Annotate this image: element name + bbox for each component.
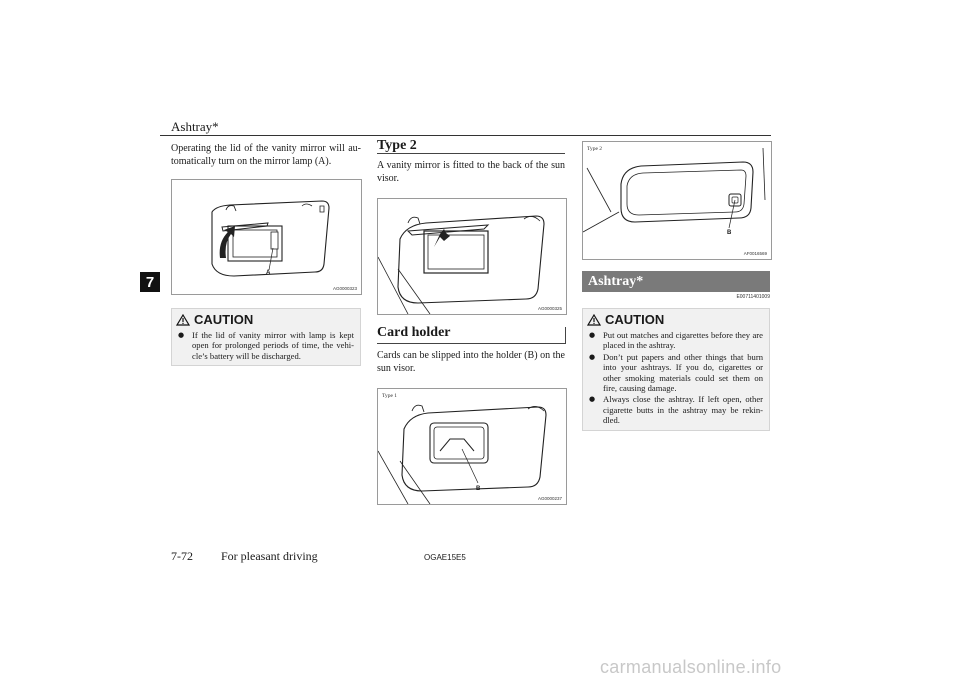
caution-item: ● If the lid of vanity mirror with lamp is kept open for prolonged periods of time, the vehi-cle’s battery will be discharged. (178, 330, 354, 361)
intro-paragraph: Operating the lid of the vanity mirror will au-tomatically turn on the mirror lamp (A). (171, 143, 361, 167)
header-rule (160, 135, 771, 136)
figure-card-holder-type2 (582, 141, 772, 260)
bullet-icon: ● (589, 395, 596, 404)
caution-box-left (171, 308, 361, 366)
section-title-card-holder: Card holder (377, 325, 451, 340)
warning-triangle-icon (587, 314, 601, 326)
caution-heading (583, 309, 769, 327)
figure-code: AG0000323 (332, 286, 357, 291)
page-number: 7-72 (171, 549, 193, 563)
callout-a: A (266, 270, 271, 276)
caution-box-right (582, 308, 770, 431)
section-title-type-2: Type 2 (377, 138, 417, 153)
card-holder-type1-illustration (378, 389, 566, 504)
bullet-icon: ● (589, 352, 596, 361)
figure-code: AF0016569 (743, 251, 767, 256)
caution-title: CAUTION (605, 312, 665, 327)
chapter-tab: 7 (140, 272, 160, 292)
section-rule (377, 153, 565, 154)
watermark: carmanualsonline.info (600, 657, 782, 677)
caution-item: ● Always close the ashtray. If left open, other cigarette butts in the ashtray may be rekin-dled. (589, 394, 763, 426)
vanity-mirror-lamp-illustration (172, 180, 361, 294)
card-holder-paragraph: Cards can be slipped into the holder (B) on the sun visor. (377, 350, 565, 374)
figure-card-holder-type1 (377, 388, 567, 505)
callout-b: B (476, 486, 481, 492)
card-holder-type2-illustration (583, 142, 771, 259)
section-rule-end (565, 327, 566, 344)
figure-vanity-mirror-type2 (377, 198, 567, 315)
caution-list (583, 330, 769, 431)
figure-vanity-mirror-lamp (171, 179, 362, 295)
section-rule (377, 343, 565, 344)
caution-list (172, 330, 360, 366)
figure-type-label: Type 2 (587, 146, 603, 152)
caution-item: ● Don’t put papers and other things that burn into your ashtrays. If you do, cigarettes or other smoking materials could set them on fire, causing damage. (589, 351, 763, 394)
section-banner-ashtray: Ashtray* (582, 271, 770, 292)
caution-item: ● Put out matches and cigarettes before they are placed in the ashtray. (589, 330, 763, 351)
figure-code: AG0000237 (537, 496, 562, 501)
footer-doc-code: OGAE15E5 (424, 553, 466, 562)
vanity-mirror-type2-illustration (378, 199, 566, 314)
figure-code: AG0000325 (537, 306, 562, 311)
footer-chapter-title: For pleasant driving (221, 549, 318, 563)
figure-type-label: Type 1 (382, 393, 398, 399)
bullet-icon: ● (178, 331, 185, 339)
bullet-icon: ● (589, 331, 596, 339)
callout-b: B (727, 230, 732, 236)
caution-heading (172, 309, 360, 327)
caution-title: CAUTION (194, 312, 254, 327)
type2-paragraph: A vanity mirror is fitted to the back of the sun visor. (377, 160, 565, 184)
warning-triangle-icon (176, 314, 190, 326)
section-code: E00711401009 (736, 294, 770, 300)
running-header: Ashtray* (171, 119, 219, 134)
